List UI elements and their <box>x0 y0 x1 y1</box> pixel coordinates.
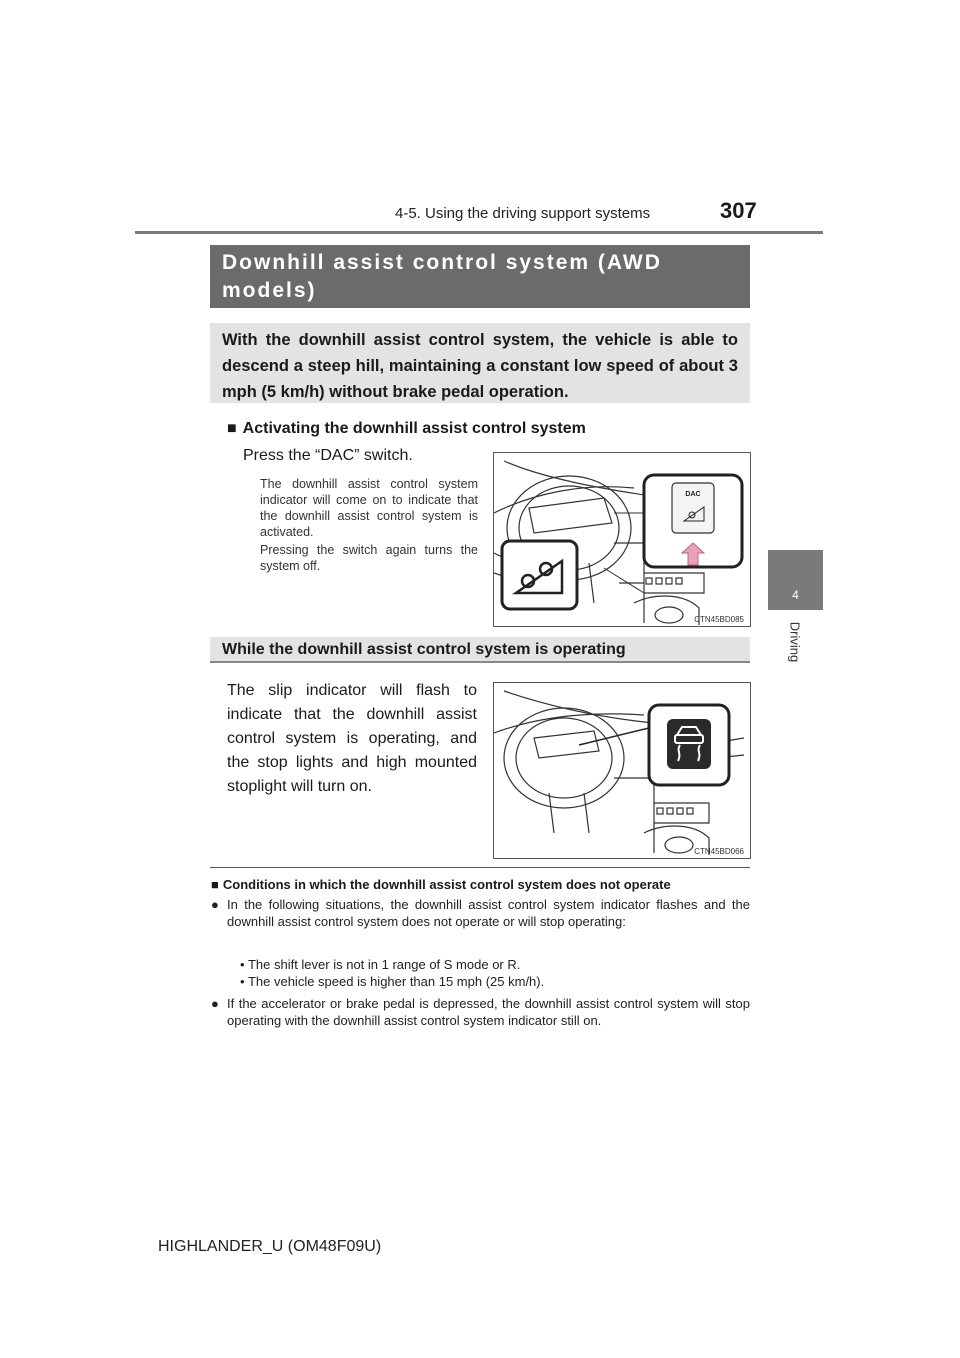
chapter-label <box>770 612 820 672</box>
chapter-tab <box>768 550 823 610</box>
operating-text: The slip indicator will flash to indicate that the downhill assist control system is operating, and the stop lights and high mounted stoplight will turn on. <box>227 682 477 795</box>
figure-code-1: CTN45BD085 <box>694 615 744 624</box>
circle-bullet-icon: ● <box>211 897 219 912</box>
dac-indicator-callout <box>502 541 577 609</box>
page-number: 307 <box>720 198 757 223</box>
chapter-name: Driving <box>787 621 803 663</box>
dot-bullet-icon: • <box>240 957 245 972</box>
section-title: 4-5. Using the driving support systems <box>395 205 651 222</box>
activating-note-2: Pressing the switch again turns the system off. <box>260 543 478 573</box>
conditions-bullet-1-text: In the following situations, the downhill assist control system indicator flashes and the downhill assist control system does not operate or will stop operating: <box>227 897 750 929</box>
figure-code-2: CTN45BD066 <box>694 847 744 856</box>
slip-indicator-illustration <box>493 682 751 859</box>
section-divider <box>210 867 750 868</box>
conditions-bullet-1 <box>211 896 750 930</box>
operating-heading: While the downhill assist control system is operating <box>210 637 750 663</box>
dac-switch-label: DAC <box>685 491 701 498</box>
conditions-heading <box>211 877 671 892</box>
circle-bullet-icon: ● <box>211 996 219 1011</box>
activating-heading <box>227 420 586 438</box>
dashboard-drawing-2 <box>494 683 750 858</box>
chapter-number: 4 <box>792 588 799 602</box>
activating-instruction: Press the “DAC” switch. <box>243 447 413 464</box>
conditions-sub-item-1 <box>240 957 520 972</box>
conditions-bullet-2-text: If the accelerator or brake pedal is depressed, the downhill assist control system will stop operating with the downhill assist control system indicator still on. <box>227 996 750 1028</box>
intro-box: With the downhill assist control system, the vehicle is able to descend a steep hill, maintaining a constant low speed of about 3 mph (5 km/h) without brake pedal operation. <box>210 323 750 403</box>
conditions-heading-text: Conditions in which the downhill assist control system does not operate <box>222 877 671 892</box>
conditions-sub-item-2 <box>240 974 544 989</box>
conditions-sub-item-2-text: The vehicle speed is higher than 15 mph (25 km/h). <box>247 974 545 989</box>
conditions-sub-item-1-text: The shift lever is not in 1 range of S mode or R. <box>247 957 521 972</box>
dac-switch-illustration <box>493 452 751 627</box>
conditions-bullet-2 <box>211 995 750 1029</box>
model-footer: HIGHLANDER_U (OM48F09U) <box>158 1238 382 1255</box>
activating-note-1: The downhill assist control system indicator will come on to indicate that the downhill assist control system is activated. <box>260 477 478 539</box>
square-bullet-icon: ■ <box>211 877 219 892</box>
page-title: Downhill assist control system (AWD models) <box>210 245 750 308</box>
activating-heading-text: Activating the downhill assist control system <box>242 420 586 437</box>
square-bullet-icon: ■ <box>227 420 237 437</box>
dashboard-drawing <box>494 453 750 626</box>
header-divider <box>135 231 823 234</box>
dot-bullet-icon: • <box>240 974 245 989</box>
